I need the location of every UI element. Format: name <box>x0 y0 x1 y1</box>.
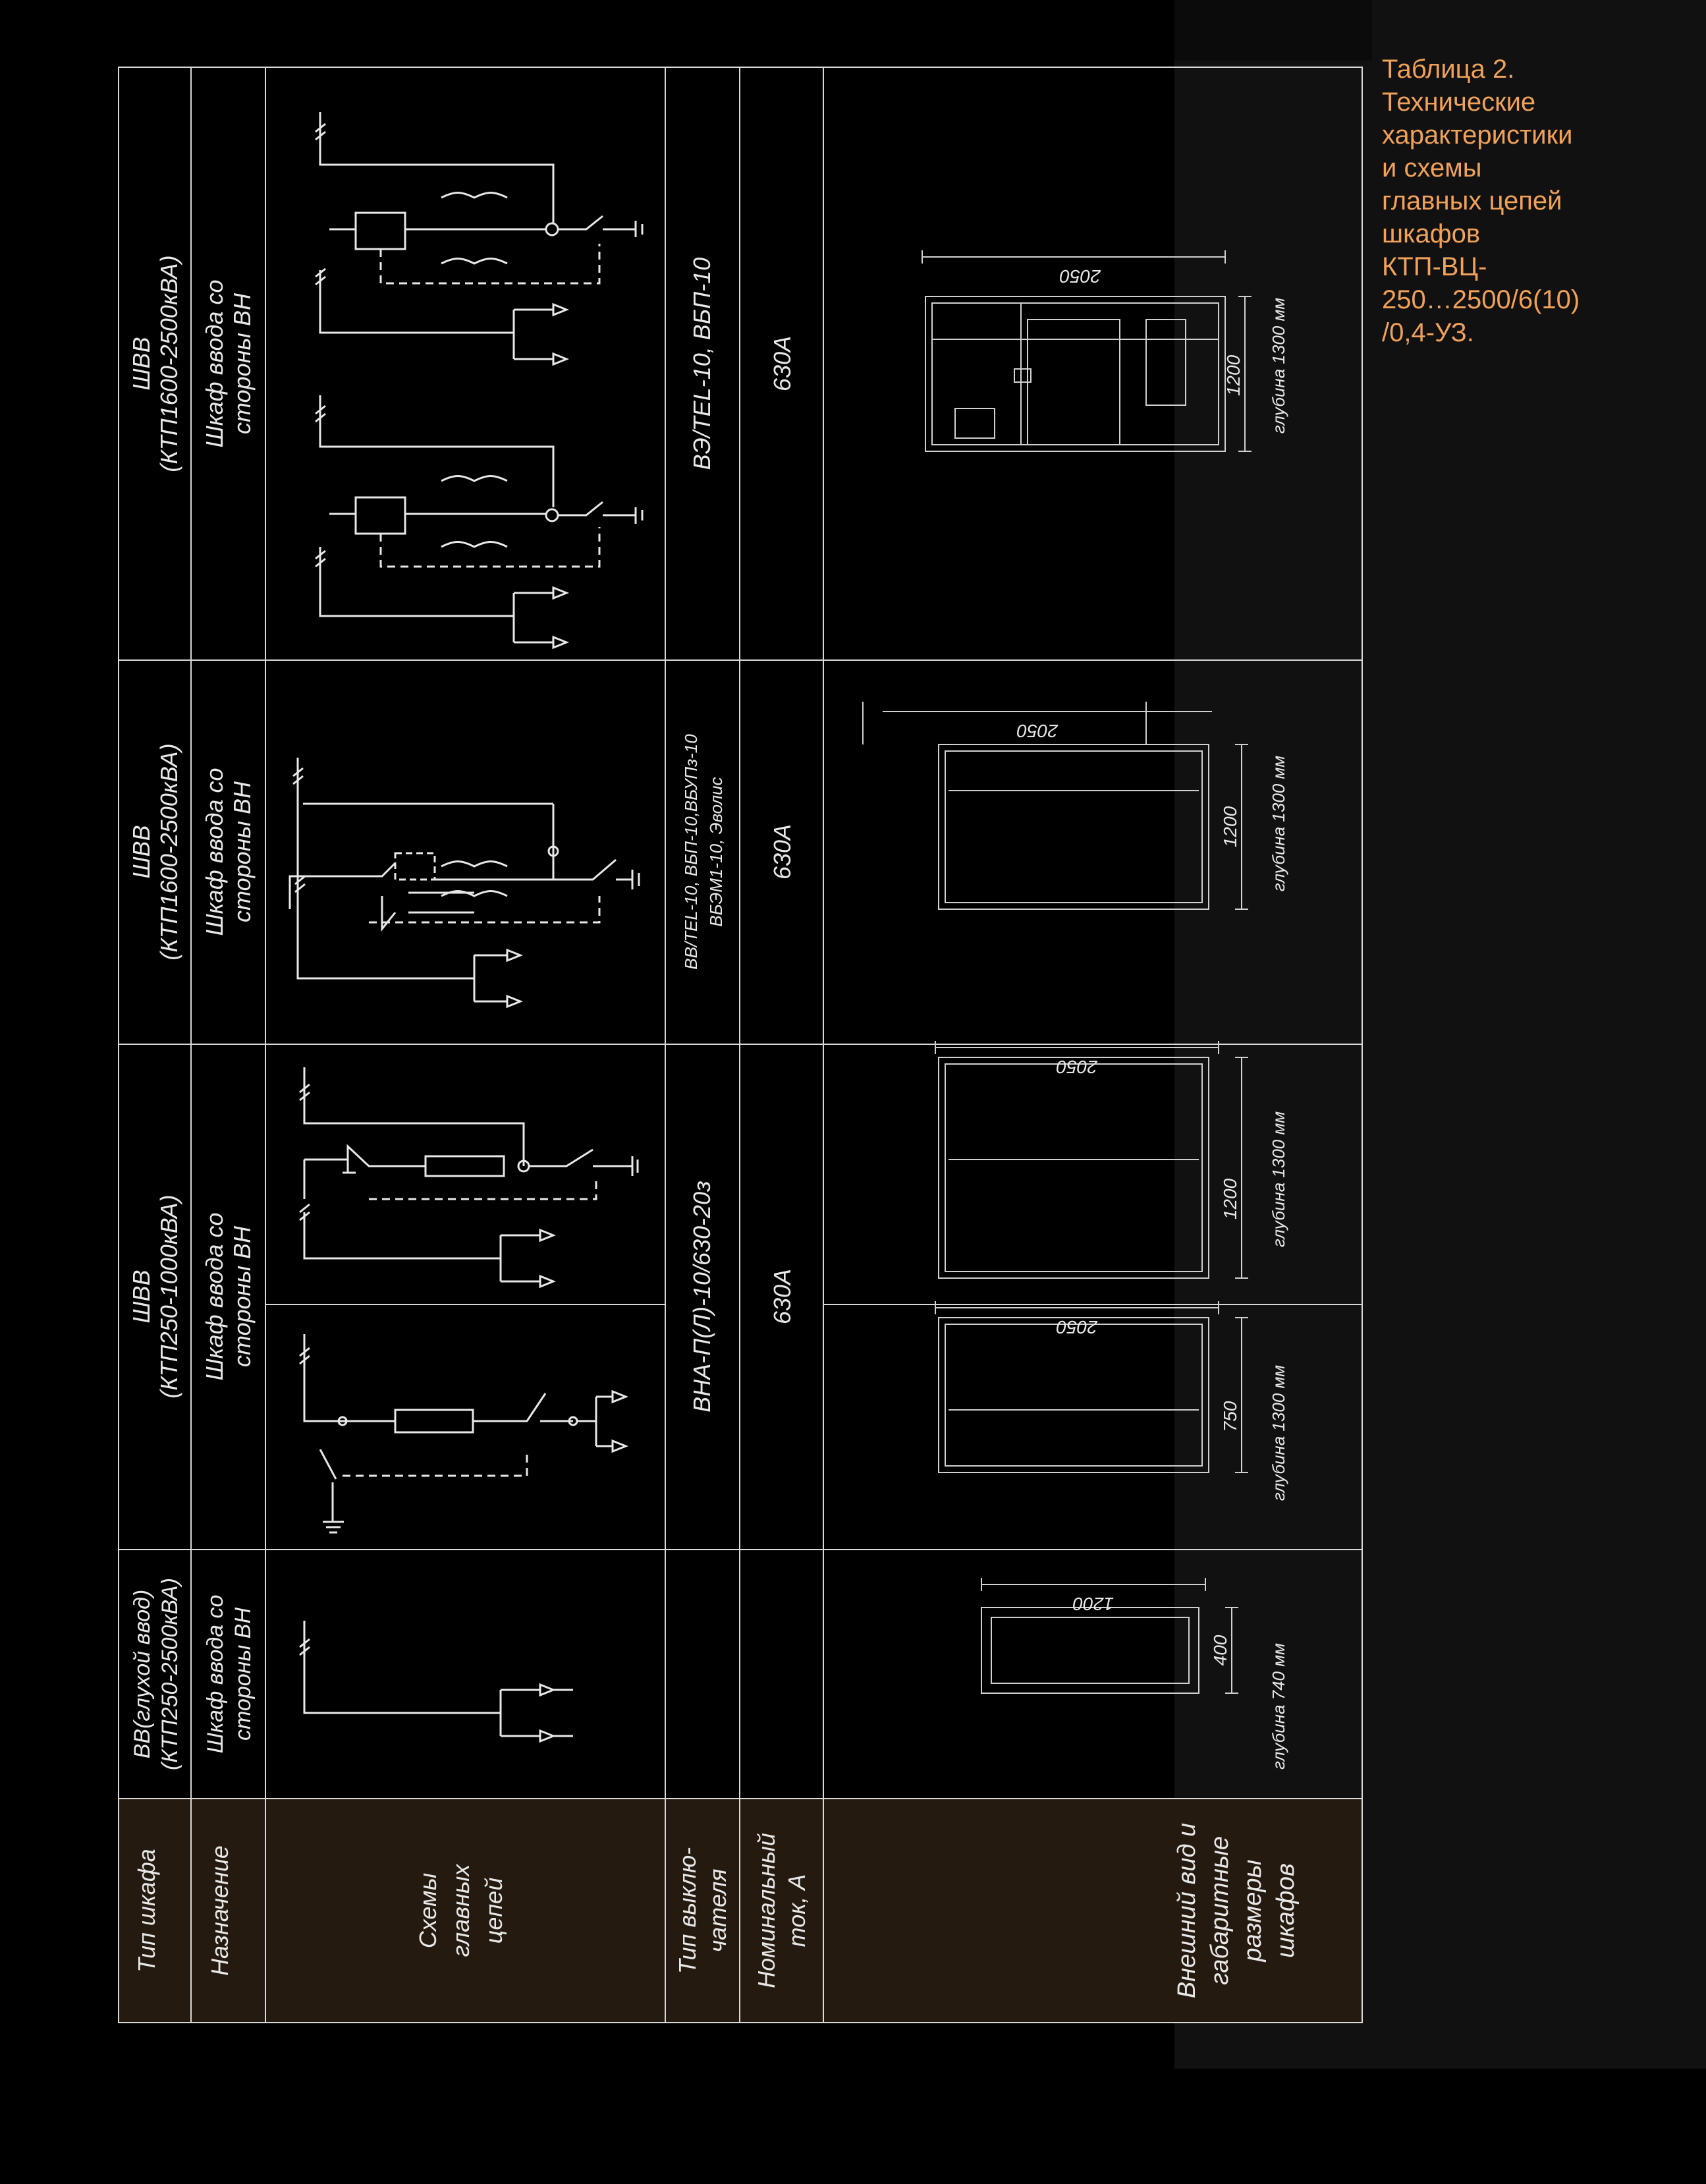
col2-purpose-line: Шкаф ввода со <box>201 1212 228 1381</box>
col3-purpose-line: Шкаф ввода со <box>201 768 228 936</box>
scheme-col4 <box>316 112 642 648</box>
col3-type-line: ШВВ <box>128 825 155 879</box>
col3-current: 630А <box>769 824 796 880</box>
cabinet-drawings <box>863 250 1252 1693</box>
header-schemes-line: главных <box>447 1864 474 1957</box>
caption-line: 250…2500/6(10) <box>1382 285 1580 314</box>
c1-width: 1200 <box>1072 1594 1114 1614</box>
col2-current: 630А <box>769 1268 796 1325</box>
header-appearance-line: габаритные <box>1206 1836 1234 1985</box>
header-purpose-label: Назначение <box>206 1845 233 1976</box>
header-appearance-line: Внешний вид и <box>1173 1822 1201 1999</box>
col4-type-line: ШВВ <box>128 337 155 391</box>
c3-depth-note: глубина 1300 мм <box>1269 755 1288 892</box>
header-switch-line: Тип выклю- <box>674 1847 701 1974</box>
header-schemes-line: Схемы <box>414 1872 441 1949</box>
col4-type-line: (КТП1600-2500кВА) <box>155 255 182 472</box>
col4-purpose-line: Шкаф ввода со <box>201 279 228 448</box>
c2a-depth: 750 <box>1220 1401 1240 1432</box>
column-1-labels <box>130 1578 256 1770</box>
c4-width: 2050 <box>1059 266 1101 287</box>
header-appearance-line: размеры <box>1239 1859 1267 1962</box>
scheme-col3 <box>290 758 639 1007</box>
table-grid <box>119 67 1362 2023</box>
col4-purpose-line: стороны ВН <box>229 293 256 434</box>
column-2-labels <box>128 1181 796 1413</box>
dimension-labels <box>1016 266 1288 1770</box>
col4-switch: ВЭ/TEL-10, ВБП-10 <box>688 257 715 470</box>
caption-line: главных цепей <box>1382 186 1562 215</box>
c2b-depth-note: глубина 1300 мм <box>1269 1111 1288 1248</box>
col3-purpose-line: стороны ВН <box>229 781 256 922</box>
scheme-col2a <box>300 1334 626 1532</box>
col2-type-line: (КТП250-1000кВА) <box>155 1194 182 1399</box>
col3-switch-line: ВВ/TEL-10, ВБП-10,ВБУПз-10 <box>681 734 701 970</box>
c2b-width: 2050 <box>1056 1057 1098 1077</box>
c3-depth: 1200 <box>1220 806 1240 848</box>
caption-line: характеристики <box>1382 121 1573 150</box>
scheme-col1 <box>300 1621 573 1741</box>
header-schemes-line: цепей <box>480 1877 507 1944</box>
header-type-label: Тип шкафа <box>133 1849 160 1973</box>
column-3-labels <box>128 734 796 970</box>
column-4-labels <box>128 255 796 472</box>
header-current-line: ток, А <box>783 1874 810 1947</box>
col3-type-line: (КТП1600-2500кВА) <box>155 743 182 961</box>
c4-depth: 1200 <box>1223 354 1244 397</box>
caption-line: Таблица 2. <box>1382 55 1515 84</box>
caption-line: и схемы <box>1382 154 1482 182</box>
c2b-depth: 1200 <box>1220 1178 1240 1220</box>
header-current-line: Номинальный <box>753 1833 780 1988</box>
c3-width: 2050 <box>1016 721 1059 741</box>
col4-current: 630А <box>769 335 796 392</box>
col1-type-line: (КТП250-2500кВА) <box>157 1577 182 1771</box>
col3-switch-line: ВБЭМ1-10, Эволис <box>706 777 726 927</box>
col2-switch: ВНА-П(Л)-10/630-20з <box>688 1181 715 1413</box>
c1-depth-note: глубина 740 мм <box>1269 1643 1288 1770</box>
col2-purpose-line: стороны ВН <box>229 1226 256 1367</box>
col1-purpose-line: Шкаф ввода со <box>203 1594 228 1754</box>
header-appearance-line: шкафов <box>1272 1863 1300 1958</box>
caption-line: КТП-ВЦ- <box>1382 252 1487 281</box>
caption-line: шкафов <box>1382 219 1481 248</box>
col1-purpose-line: стороны ВН <box>231 1607 256 1741</box>
caption-line: /0,4-УЗ. <box>1382 318 1474 347</box>
col2-type-line: ШВВ <box>128 1270 155 1324</box>
scheme-col4-upper <box>316 112 642 364</box>
header-switch-line: чателя <box>704 1868 731 1953</box>
schematics <box>290 112 642 1741</box>
c4-depth-note: глубина 1300 мм <box>1269 297 1288 434</box>
col1-type-line: ВВ(глухой ввод) <box>130 1589 155 1759</box>
c1-depth: 400 <box>1210 1635 1230 1666</box>
scheme-col2b <box>300 1067 638 1287</box>
c2a-depth-note: глубина 1300 мм <box>1269 1364 1288 1501</box>
c2a-width: 2050 <box>1056 1317 1098 1337</box>
scheme-col4-lower <box>316 395 642 648</box>
caption-line: Технические <box>1382 88 1536 117</box>
